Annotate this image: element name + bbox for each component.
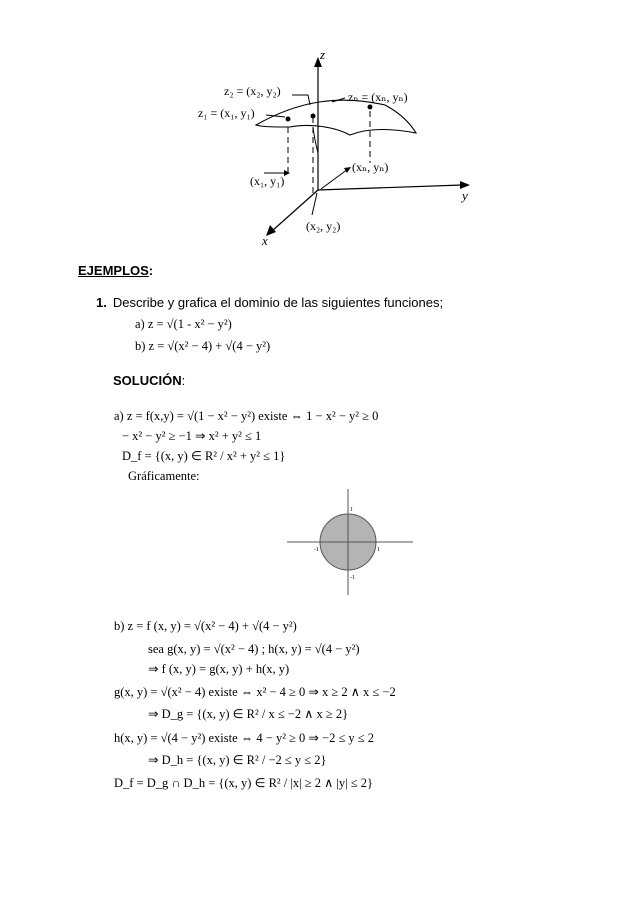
solution-b-line-6: h(x, y) = √(4 − y²) existe ⇔ 4 − y² ≥ 0 ⇒ −2 ≤ y ≤ 2 (114, 731, 375, 745)
label-zn: zₙ = (xₙ, yₙ) (348, 90, 408, 104)
solution-b-line-5: ⇒ D_g = {(x, y) ∈ R² / x ≤ −2 ∧ x ≥ 2} (148, 707, 349, 721)
unit-disk-graph (285, 487, 415, 597)
point-z2 (311, 114, 316, 119)
tick-label-y-pos: 1 (350, 507, 353, 513)
solution-heading-colon: : (181, 373, 186, 388)
problem-text: Describe y grafica el dominio de las siguientes funciones; (112, 295, 444, 310)
problem-statement (96, 295, 443, 311)
solution-heading: SOLUCIÓN (113, 373, 182, 388)
tick-label-y-neg: -1 (350, 575, 355, 581)
surface-patch (256, 100, 416, 135)
solution-a-line-4: Gráficamente: (128, 469, 200, 483)
solution-a-line-2: − x² − y² ≥ −1 ⇒ x² + y² ≤ 1 (122, 429, 262, 443)
label-pn: (xₙ, yₙ) (352, 160, 389, 174)
solution-b-line-8: D_f = D_g ∩ D_h = {(x, y) ∈ R² / |x| ≥ 2 ∧ |y| ≤ 2} (114, 776, 374, 790)
problem-number: 1. (96, 295, 107, 310)
z-axis-label: z (320, 47, 326, 62)
arrow-p1-head (284, 170, 290, 176)
point-z1 (286, 117, 291, 122)
arrow-p2 (312, 193, 317, 215)
tick-label-x-pos: 1 (377, 547, 380, 553)
tick-label-x-neg: -1 (314, 547, 319, 553)
examples-heading-row (78, 263, 153, 278)
solution-b-line-3: ⇒ f (x, y) = g(x, y) + h(x, y) (148, 662, 290, 676)
arrow-pn (321, 169, 348, 189)
label-p2: (x₂, y₂) (306, 219, 341, 233)
domain-surface-diagram (180, 45, 480, 255)
arrow-z2-label (292, 95, 310, 105)
surface-fold (313, 127, 318, 153)
point-zn (368, 105, 373, 110)
solution-a-line-1: a) z = f(x,y) = √(1 − x² − y²) existe ⇔ 1 − x² − y² ≥ 0 (114, 409, 379, 423)
solution-b-line-4: g(x, y) = √(x² − 4) existe ⇔ x² − 4 ≥ 0 ⇒ x ≥ 2 ∧ x ≤ −2 (114, 685, 396, 699)
label-p1: (x₁, y₁) (250, 174, 285, 188)
solution-heading-row (113, 373, 185, 388)
solution-b-line-7: ⇒ D_h = {(x, y) ∈ R² / −2 ≤ y ≤ 2} (148, 753, 327, 767)
y-axis-label: y (462, 188, 468, 203)
problem-item-a: a) z = √(1 - x² − y²) (135, 317, 232, 331)
solution-b-line-2: sea g(x, y) = √(x² − 4) ; h(x, y) = √(4 − y²) (148, 642, 360, 656)
y-axis (318, 185, 462, 190)
label-z1: z₁ = (x₁, y₁) (198, 106, 255, 120)
solution-a-line-3: D_f = {(x, y) ∈ R² / x² + y² ≤ 1} (122, 449, 286, 463)
examples-heading-colon: : (148, 263, 154, 278)
examples-heading: EJEMPLOS (78, 263, 149, 278)
label-z2: z₂ = (x₂, y₂) (224, 84, 281, 98)
problem-item-b: b) z = √(x² − 4) + √(4 − y²) (135, 339, 271, 353)
solution-b-line-1: b) z = f (x, y) = √(x² − 4) + √(4 − y²) (114, 619, 297, 633)
x-axis-label: x (262, 233, 268, 248)
arrow-pn-head (344, 167, 351, 173)
